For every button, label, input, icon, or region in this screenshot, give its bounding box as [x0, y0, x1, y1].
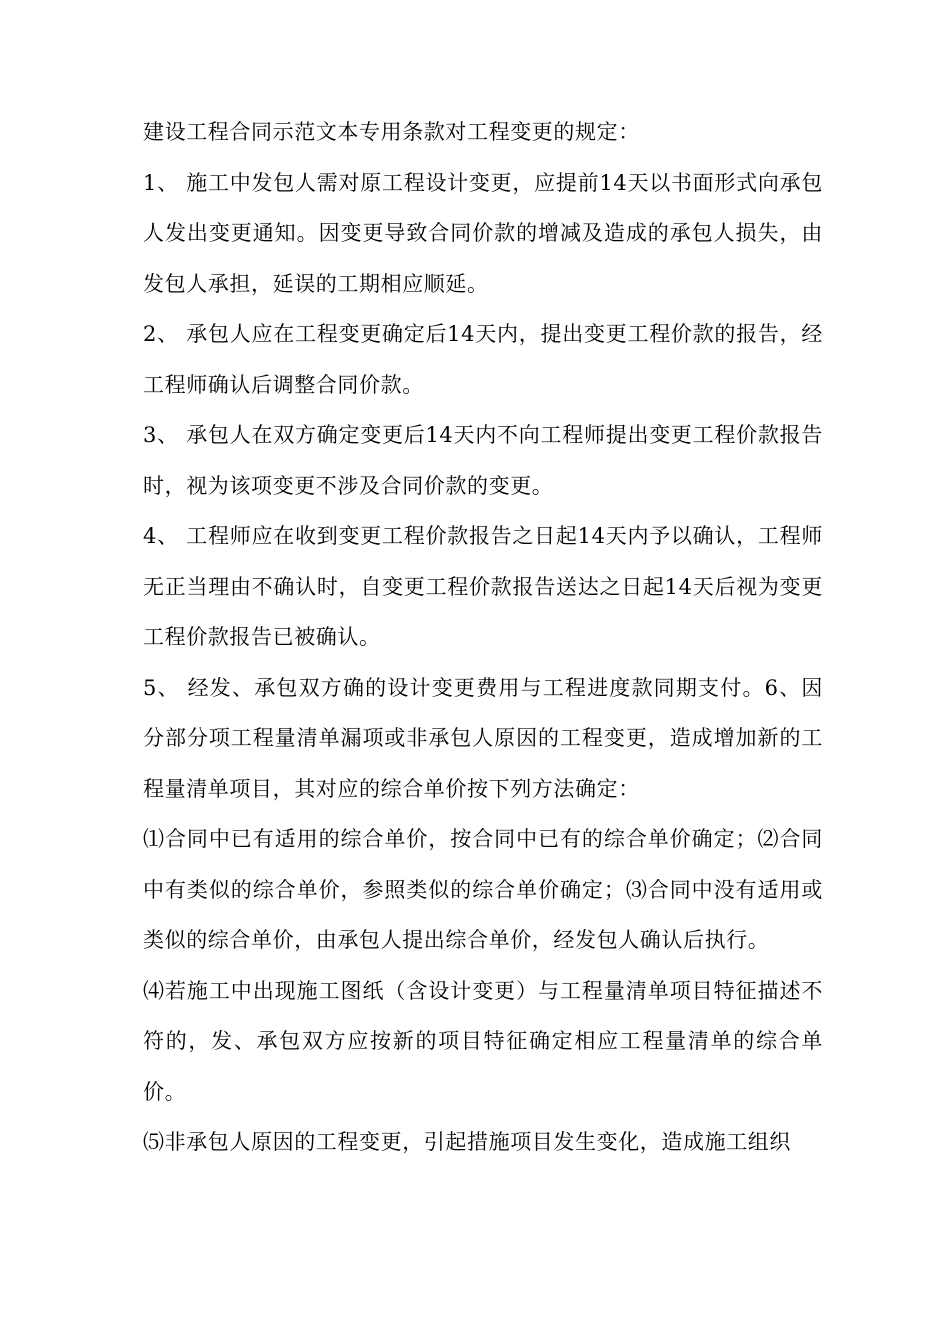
paragraph-item-2: 2、 承包人应在工程变更确定后14天内，提出变更工程价款的报告，经工程师确认后调整合同价款。	[143, 322, 823, 397]
paragraph-item-1: 1、 施工中发包人需对原工程设计变更，应提前14天以书面形式向承包人发出变更通知。因变更导致合同价款的增减及造成的承包人损失，由发包人承担，延误的工期相应顺延。	[143, 170, 823, 296]
paragraph-item-5-6: 5、 经发、承包双方确的设计变更费用与工程进度款同期支付。6、因分部分项工程量清单漏项或非承包人原因的工程变更，造成增加新的工程量清单项目，其对应的综合单价按下列方法确定：	[143, 675, 823, 801]
paragraph-subitem-4: ⑷若施工中出现施工图纸（含设计变更）与工程量清单项目特征描述不符的，发、承包双方应按新的项目特征确定相应工程量清单的综合单价。	[143, 978, 823, 1104]
document-body	[143, 107, 823, 1168]
paragraph-subitem-5: ⑸非承包人原因的工程变更，引起措施项目发生变化，造成施工组织	[143, 1130, 791, 1154]
paragraph-item-3: 3、 承包人在双方确定变更后14天内不向工程师提出变更工程价款报告时，视为该项变更不涉及合同价款的变更。	[143, 423, 823, 498]
paragraph-subitems-1-3: ⑴合同中已有适用的综合单价，按合同中已有的综合单价确定；⑵合同中有类似的综合单价，参照类似的综合单价确定；⑶合同中没有适用或类似的综合单价，由承包人提出综合单价，经发包人确认后执行。	[143, 827, 823, 952]
paragraph-heading: 建设工程合同示范文本专用条款对工程变更的规定：	[143, 120, 640, 144]
paragraph-item-4: 4、 工程师应在收到变更工程价款报告之日起14天内予以确认，工程师无正当理由不确认时，自变更工程价款报告送达之日起14天后视为变更工程价款报告已被确认。	[143, 524, 823, 649]
